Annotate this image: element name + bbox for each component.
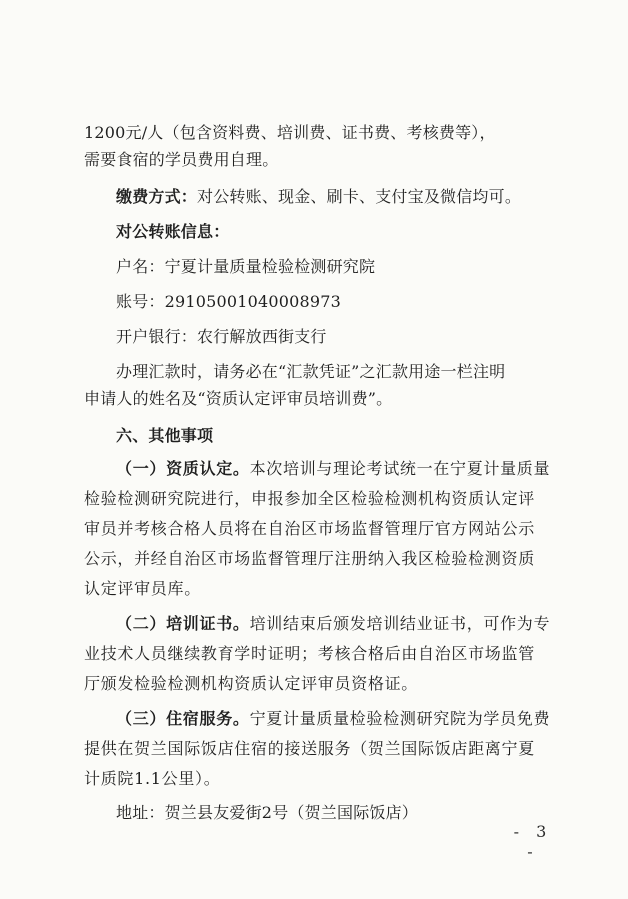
certificate-line: [84, 609, 558, 639]
bank-info-title: 对公转账信息：: [116, 222, 230, 241]
qualification-text: 本次培训与理论考试统一在宁夏计量质量: [249, 459, 551, 478]
accommodation-line: [84, 704, 558, 734]
certificate-text: 培训结束后颁发培训结业证书，可作为专: [249, 614, 551, 633]
accommodation-line: 提供在贺兰国际饭店住宿的接送服务（贺兰国际饭店距离宁夏: [84, 739, 535, 758]
address-label: 地址：: [116, 803, 165, 822]
document-body: [84, 119, 558, 826]
qualification-line: 公示，并经自治区市场监督管理厅注册纳入我区检验检测资质: [84, 549, 535, 568]
qualification-paragraph: [84, 454, 558, 604]
bank-line: [84, 323, 558, 350]
remit-note-line-1: 办理汇款时，请务必在“汇款凭证”之汇款用途一栏注明: [116, 362, 506, 381]
page-number: - 3 -: [513, 822, 553, 861]
account-number-label: 账号：: [116, 292, 165, 311]
certificate-paragraph: [84, 609, 558, 699]
accommodation-text: 宁夏计量质量检验检测研究院为学员免费: [249, 709, 551, 728]
accommodation-line: 计质院1.1公里）。: [84, 769, 221, 788]
payment-method-text: 对公转账、现金、刷卡、支付宝及微信均可。: [197, 187, 522, 206]
certificate-line: 业技术人员继续教育学时证明；考核合格后由自治区市场监管: [84, 644, 535, 663]
payment-method-label: 缴费方式：: [116, 187, 198, 206]
account-number-line: [84, 288, 558, 315]
address-line: [84, 799, 558, 826]
qualification-line: 检验检测研究院进行，申报参加全区检验检测机构资质认定评: [84, 489, 535, 508]
account-name-value: 宁夏计量质量检验检测研究院: [164, 257, 376, 276]
account-number-value: 29105001040008973: [164, 292, 342, 311]
certificate-line: 厅颁发检验检测机构资质认定评审员资格证。: [84, 674, 419, 693]
certificate-heading: （二）培训证书。: [116, 614, 250, 633]
payment-method-line: [84, 183, 558, 210]
qualification-line: 审员并考核合格人员将在自治区市场监督管理厅官方网站公示: [84, 519, 535, 538]
address-value: 贺兰县友爱街2号（贺兰国际饭店）: [164, 803, 418, 822]
bank-name: 农行解放西街支行: [197, 327, 327, 346]
bank-label: 开户银行：: [116, 327, 198, 346]
accommodation-heading: （三）住宿服务。: [116, 709, 250, 728]
fee-line-1: 1200元/人（包含资料费、培训费、证书费、考核费等），: [84, 123, 496, 142]
qualification-line: 认定评审员库。: [84, 579, 201, 598]
account-name-line: [84, 253, 558, 280]
remit-note-line-2: 申请人的姓名及“资质认定评审员培训费”。: [84, 389, 393, 408]
account-name-label: 户名：: [116, 257, 165, 276]
qualification-heading: （一）资质认定。: [116, 459, 250, 478]
section-6-title: 六、其他事项: [116, 426, 214, 445]
fee-line-2: 需要食宿的学员费用自理。: [84, 150, 279, 169]
qualification-line: [84, 454, 558, 484]
accommodation-paragraph: [84, 704, 558, 794]
